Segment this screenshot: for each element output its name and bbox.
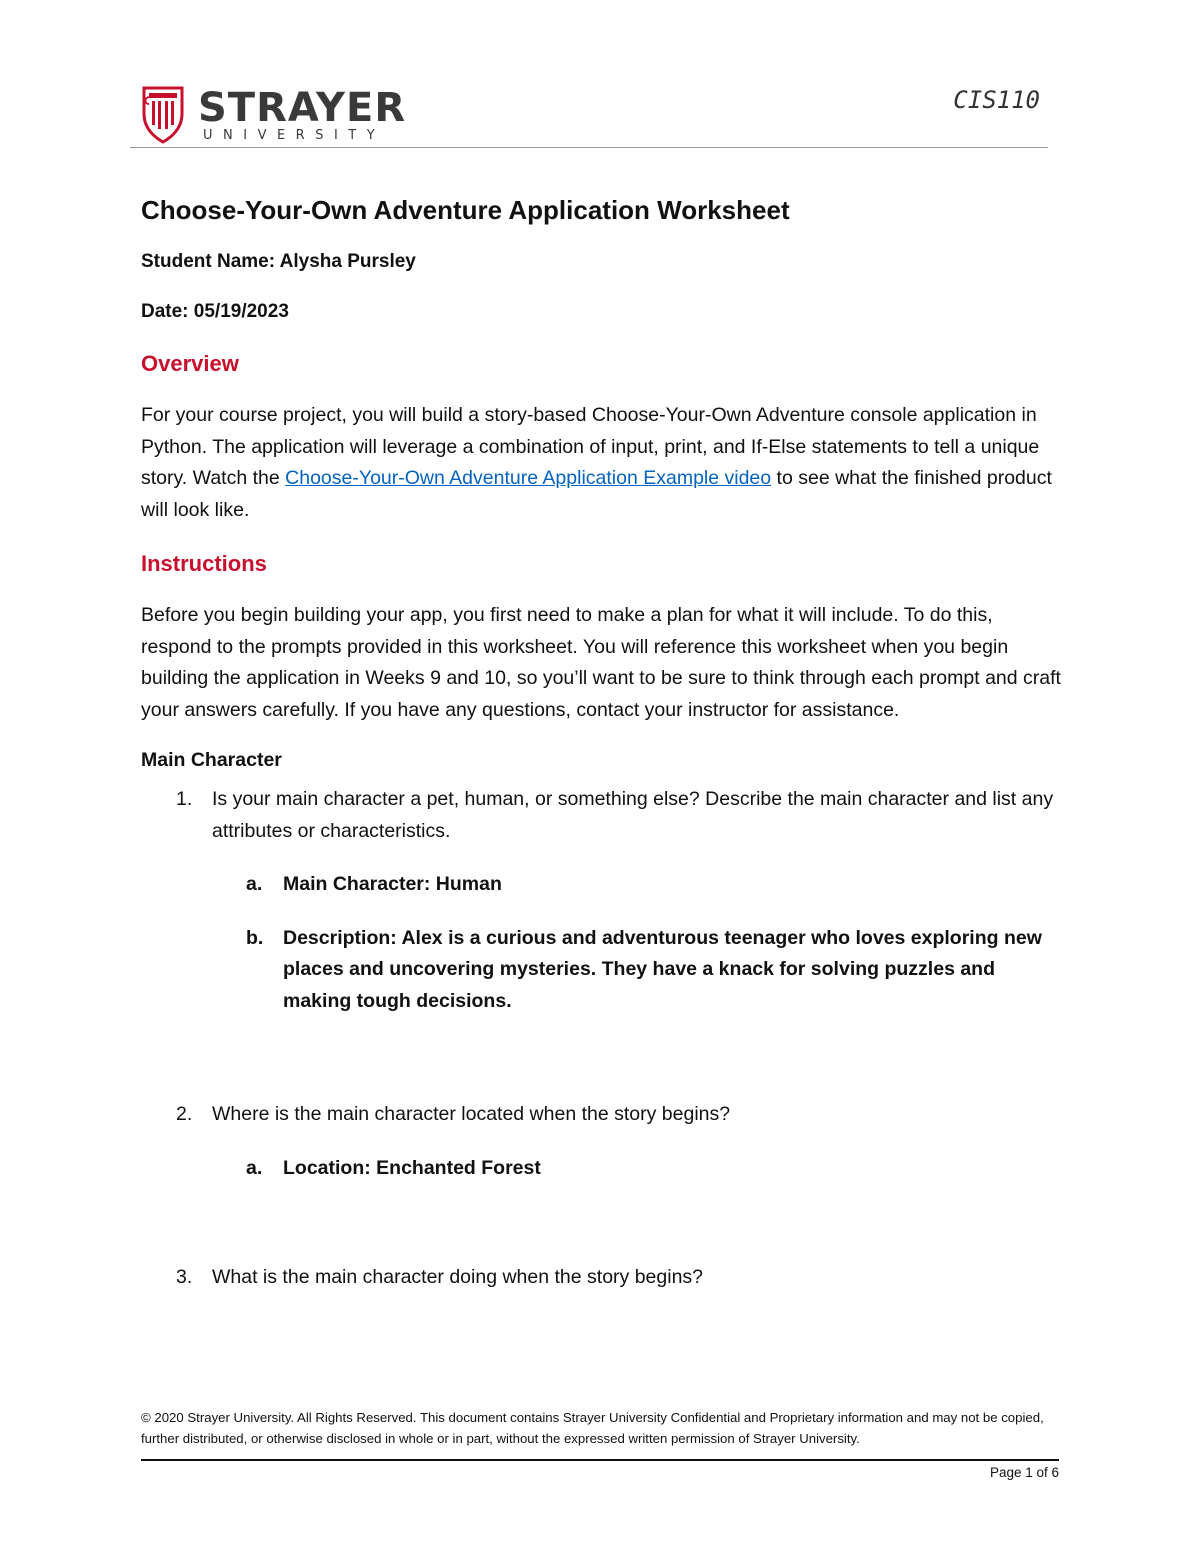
shield-icon: [140, 84, 186, 144]
question-3: [141, 1262, 1061, 1294]
instructions-heading: Instructions: [141, 551, 267, 576]
answer-text: Main Character: Human: [283, 873, 502, 895]
page-number: Page 1 of 6: [989, 1465, 1059, 1480]
answer-text: Location: Enchanted Forest: [283, 1156, 541, 1179]
question-number: 3.: [176, 1266, 193, 1288]
overview-paragraph: [141, 400, 1061, 526]
answer-label: a.: [246, 873, 263, 895]
overview-text-end: to see what the finished product will look like.: [141, 467, 1052, 521]
answer-text: Description: Alex is a curious and adventurous teenager who loves exploring new places and uncovering mysteries. They have a knack for solving puzzles and making tough decisions.: [283, 926, 1042, 1012]
logo-subtitle: UNIVERSITY: [203, 128, 386, 143]
main-character-heading: Main Character: [141, 749, 282, 771]
date-field: Date: 05/19/2023: [141, 301, 289, 322]
answer-label: b.: [246, 926, 264, 949]
instructions-paragraph: Before you begin building your app, you first need to make a plan for what it will include. To do this, respond to the prompts provided in this worksheet. You will reference this worksheet when you begin building the application in Weeks 9 and 10, so you’ll want to be sure to think through each prompt and craft your answers carefully. If you have any questions, contact your instructor for assistance.: [141, 604, 1061, 721]
student-name: Student Name: Alysha Pursley: [141, 251, 416, 272]
question-number: 2.: [176, 1103, 193, 1125]
copyright-notice: © 2020 Strayer University. All Rights Reserved. This document contains Strayer University Confidential and Proprietary information and may not be copied, further distributed, or otherwise disclosed in whole or in part, without the expressed written permission of Strayer University.: [141, 1410, 1044, 1446]
question-text: What is the main character doing when the story begins?: [212, 1266, 704, 1288]
page-title: Choose-Your-Own Adventure Application Worksheet: [141, 195, 790, 225]
footer-divider: [141, 1459, 1059, 1461]
question-number: 1.: [176, 788, 193, 810]
question-2: [141, 1099, 1061, 1131]
question-text: Is your main character a pet, human, or something else? Describe the main character and list any attributes or characteristics.: [212, 788, 1054, 842]
question-1: [141, 784, 1061, 847]
course-code: CIS110: [953, 86, 1040, 114]
question-text: Where is the main character located when the story begins?: [212, 1103, 731, 1125]
document-body: [141, 190, 1061, 1294]
answer-1b: [141, 923, 1061, 1018]
answer-1a: [141, 869, 1061, 901]
strayer-logo: [140, 84, 407, 146]
answer-2a: [141, 1153, 1061, 1185]
header-divider: [130, 147, 1048, 148]
overview-text-start: For your course project, you will build a story-based Choose-Your-Own Adventure console application in Python. The application will leverage a combination of input, print, and If-Else statements to tell a unique story. Watch the: [141, 404, 1040, 489]
overview-heading: Overview: [141, 351, 239, 376]
logo-wordmark: STRAYER: [198, 85, 407, 131]
example-video-link[interactable]: Choose-Your-Own Adventure Application Example video: [285, 467, 772, 489]
answer-label: a.: [246, 1156, 263, 1179]
